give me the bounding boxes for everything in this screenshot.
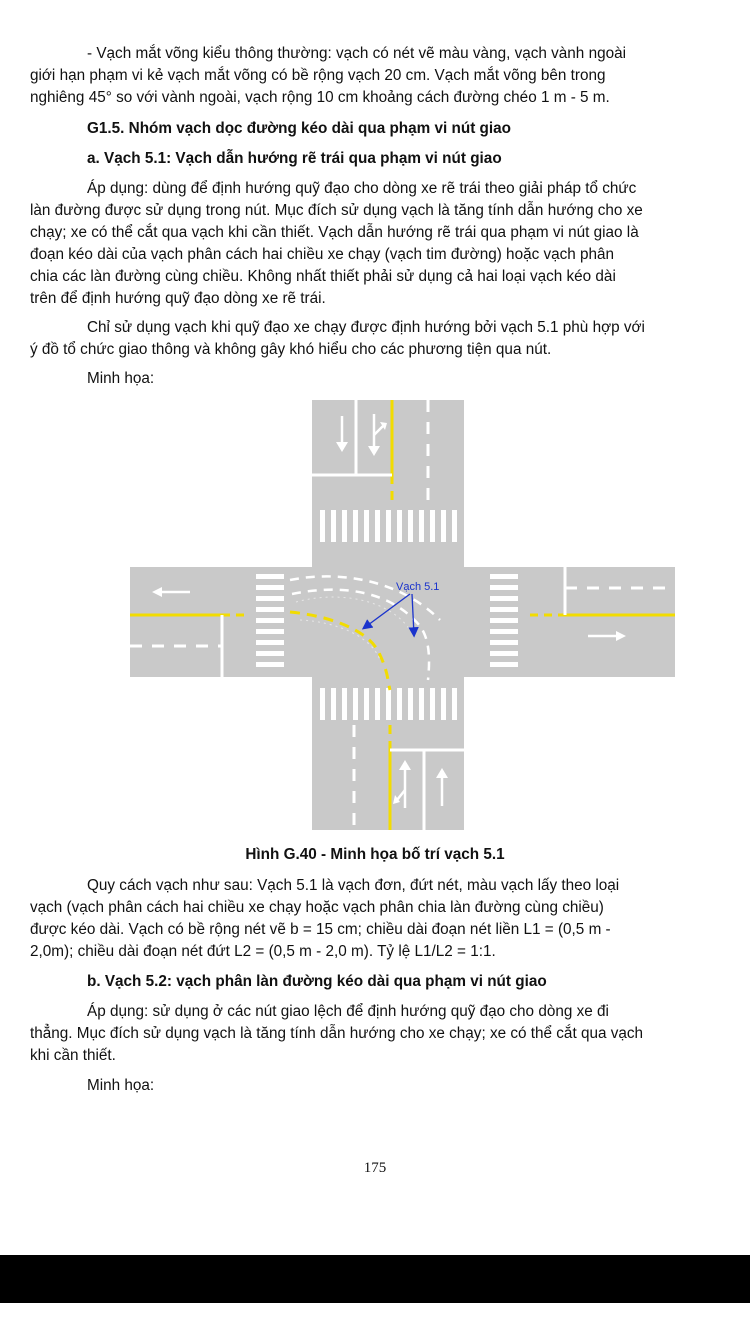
text-line: khi cần thiết.: [30, 1047, 116, 1064]
minh-hoa-label: Minh họa:: [87, 1077, 155, 1094]
text-line: thẳng. Mục đích sử dụng vạch là tăng tính dẫn hướng cho xe chạy; xe có thể cắt qua vạch: [30, 1025, 644, 1042]
text-line: ý đồ tổ chức giao thông và không gây khó hiểu cho các phương tiện qua nút.: [30, 341, 552, 358]
intersection-figure: [0, 390, 750, 830]
text-line: Quy cách vạch như sau: Vạch 5.1 là vạch đơn, đứt nét, màu vạch lấy theo loại: [87, 877, 620, 894]
subsection-heading: b. Vạch 5.2: vạch phân làn đường kéo dài qua phạm vi nút giao: [87, 973, 547, 990]
text-line: nghiêng 45° so với vành ngoài, vạch rộng 10 cm khoảng cách đường chéo 1 m - 5 m.: [30, 89, 610, 106]
bottom-margin: [0, 1303, 750, 1333]
text-line: chia các làn đường cùng chiều. Không nhất thiết phải sử dụng cả hai loại vạch kéo dài: [30, 268, 616, 285]
annotation-label: Vạch 5.1: [396, 581, 440, 593]
text-line: - Vạch mắt võng kiểu thông thường: vạch có nét vẽ màu vàng, vạch vành ngoài: [87, 45, 626, 62]
section-heading: G1.5. Nhóm vạch dọc đường kéo dài qua phạm vi nút giao: [87, 120, 511, 137]
text-line: chạy; xe có thể cắt qua vạch khi cần thiết. Vạch dẫn hướng rẽ trái qua phạm vi nút giao là: [30, 224, 639, 241]
text-line: đoạn kéo dài của vạch phân cách hai chiều xe chạy (vạch tim đường) hoặc vạch phân: [30, 246, 615, 263]
figure-caption: Hình G.40 - Minh họa bố trí vạch 5.1: [245, 846, 505, 863]
text-line: vạch (vạch phân cách hai chiều xe chạy hoặc vạch phân chia làn đường cùng chiều): [30, 899, 604, 916]
text-line: trên để định hướng quỹ đạo dòng xe rẽ trái.: [30, 290, 326, 307]
text-line: được kéo dài. Vạch có bề rộng nét vẽ b = 15 cm; chiều dài đoạn nét liền L1 = (0,5 m -: [30, 921, 611, 938]
west-crosswalk: [256, 574, 284, 667]
east-crosswalk: [490, 574, 518, 667]
subsection-heading: a. Vạch 5.1: Vạch dẫn hướng rẽ trái qua phạm vi nút giao: [87, 150, 502, 167]
text-line: làn đường được sử dụng trong nút. Mục đích sử dụng vạch là tăng tính dẫn hướng cho xe: [30, 202, 643, 219]
page-number: 175: [363, 1160, 387, 1176]
text-line: 2,0m); chiều dài đoạn nét đứt L2 = (0,5 m - 2,0 m). Tỷ lệ L1/L2 = 1:1.: [30, 943, 496, 960]
minh-hoa-label: Minh họa:: [87, 370, 155, 387]
text-line: Áp dụng: sử dụng ở các nút giao lệch để định hướng quỹ đạo cho dòng xe đi: [87, 1003, 609, 1020]
text-line: giới hạn phạm vi kẻ vạch mắt võng có bề rộng vạch 20 cm. Vạch mắt võng bên trong: [30, 67, 606, 84]
text-line: Áp dụng: dùng để định hướng quỹ đạo cho dòng xe rẽ trái theo giải pháp tổ chức: [87, 180, 637, 197]
text-line: Chỉ sử dụng vạch khi quỹ đạo xe chạy được định hướng bởi vạch 5.1 phù hợp với: [87, 319, 645, 336]
bottom-black-bar: [0, 1255, 750, 1303]
